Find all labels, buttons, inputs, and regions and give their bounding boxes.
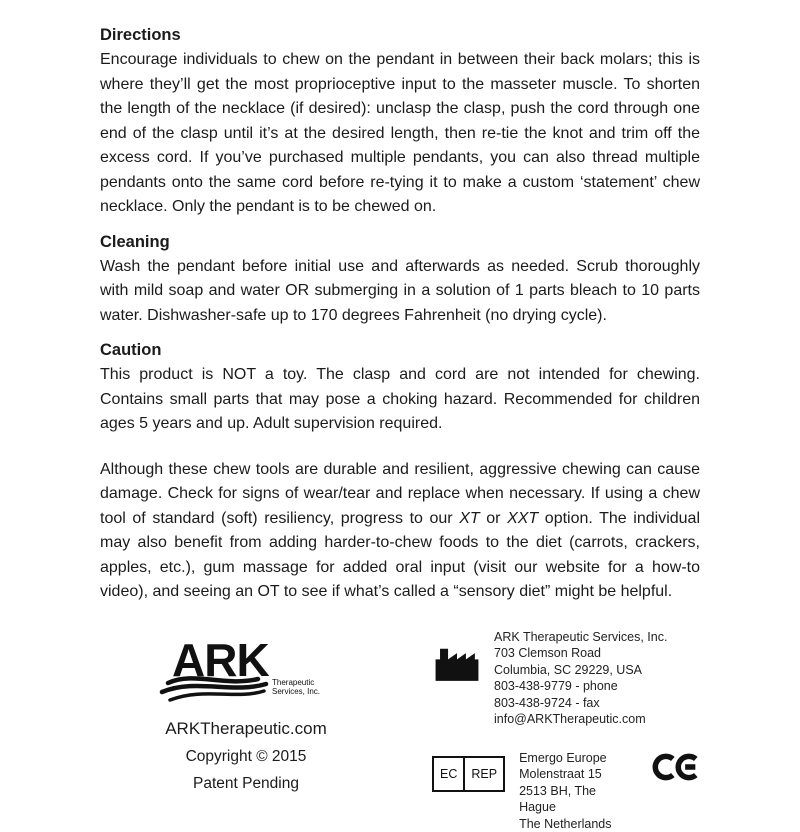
eu-rep-line: Emergo Europe — [519, 750, 622, 767]
manufacturer-line: ARK Therapeutic Services, Inc. — [494, 629, 667, 646]
section-directions — [100, 26, 700, 220]
manufacturer-line: Columbia, SC 29229, USA — [494, 662, 667, 679]
section-cleaning — [100, 233, 700, 329]
caution-text: This product is NOT a toy. The clasp and cord are not intended for chewing. Contains small parts that may pose a choking hazard. Recommended for children ages 5 years and up. Adult supervision required. — [100, 363, 700, 437]
footer-brand-column — [100, 627, 392, 832]
patent-text: Patent Pending — [100, 775, 392, 793]
ec-rep-symbol — [432, 756, 505, 792]
copyright-text: Copyright © 2015 — [100, 748, 392, 766]
ark-logo — [146, 629, 346, 709]
footer — [100, 627, 700, 832]
section-heading-cleaning: Cleaning — [100, 233, 700, 252]
manufacturer-line: info@ARKTherapeutic.com — [494, 711, 667, 728]
wear-note-text-2: or — [480, 510, 507, 527]
eu-rep-line: 2513 BH, The Hague — [519, 783, 622, 816]
footer-regulatory-column — [432, 627, 700, 832]
section-heading-directions: Directions — [100, 26, 700, 45]
ec-rep-ec-label: EC — [434, 758, 465, 790]
eu-rep-line: The Netherlands — [519, 816, 622, 832]
eu-rep-line: Molenstraat 15 — [519, 766, 622, 783]
section-heading-caution: Caution — [100, 341, 700, 360]
ark-logo-text: ARK — [172, 634, 269, 686]
wear-note-xxt: XXT — [507, 510, 538, 527]
section-caution — [100, 341, 700, 437]
eu-rep-block — [432, 750, 700, 832]
wear-note-text-3: option. The individual may also benefit from adding harder-to-chew foods to the diet (carrots, crackers, apples, etc.), gum massage for added oral input (visit our website for a how-to video), and seeing an OT to see if what’s called a “sensory diet” might be helpful. — [100, 510, 700, 601]
manufacturer-line: 803-438-9724 - fax — [494, 695, 667, 712]
ark-logo-tagline-2: Services, Inc. — [272, 687, 320, 696]
wear-note-xt: XT — [459, 510, 479, 527]
website-text: ARKTherapeutic.com — [100, 719, 392, 739]
ce-mark-icon — [652, 750, 700, 784]
directions-text: Encourage individuals to chew on the pendant in between their back molars; this is where they’ll get the most proprioceptive input to the masseter muscle. To shorten the length of the necklace (if desired): unclasp the clasp, push the cord through one end of the clasp until it’s at the desired length, then re-tie the knot and trim off the excess cord. If you’ve purchased multiple pendants, you can also thread multiple pendants onto the same cord before re-tying it to make a custom ‘statement’ chew necklace. Only the pendant is to be chewed on. — [100, 48, 700, 220]
manufacturer-block — [432, 629, 700, 728]
wave-swoosh-icon — [162, 678, 266, 700]
ec-rep-rep-label: REP — [465, 758, 503, 790]
manufacturer-line: 803-438-9779 - phone — [494, 678, 667, 695]
manufacturer-line: 703 Clemson Road — [494, 645, 667, 662]
ark-logo-tagline-1: Therapeutic — [272, 678, 314, 687]
eu-rep-address — [519, 750, 622, 832]
cleaning-text: Wash the pendant before initial use and afterwards as needed. Scrub thoroughly with mild soap and water OR submerging in a solution of 1 parts bleach to 10 parts water. Dishwasher-safe up to 170 degrees Fahrenheit (no drying cycle). — [100, 255, 700, 329]
manufacturer-address — [494, 629, 667, 728]
wear-note — [100, 458, 700, 605]
factory-icon — [432, 643, 484, 688]
wear-note-text-1: Although these chew tools are durable and resilient, aggressive chewing can cause damage. Check for signs of wear/tear and replace when necessary. If using a chew tool of standard (soft) resiliency, progress to our — [100, 461, 700, 527]
